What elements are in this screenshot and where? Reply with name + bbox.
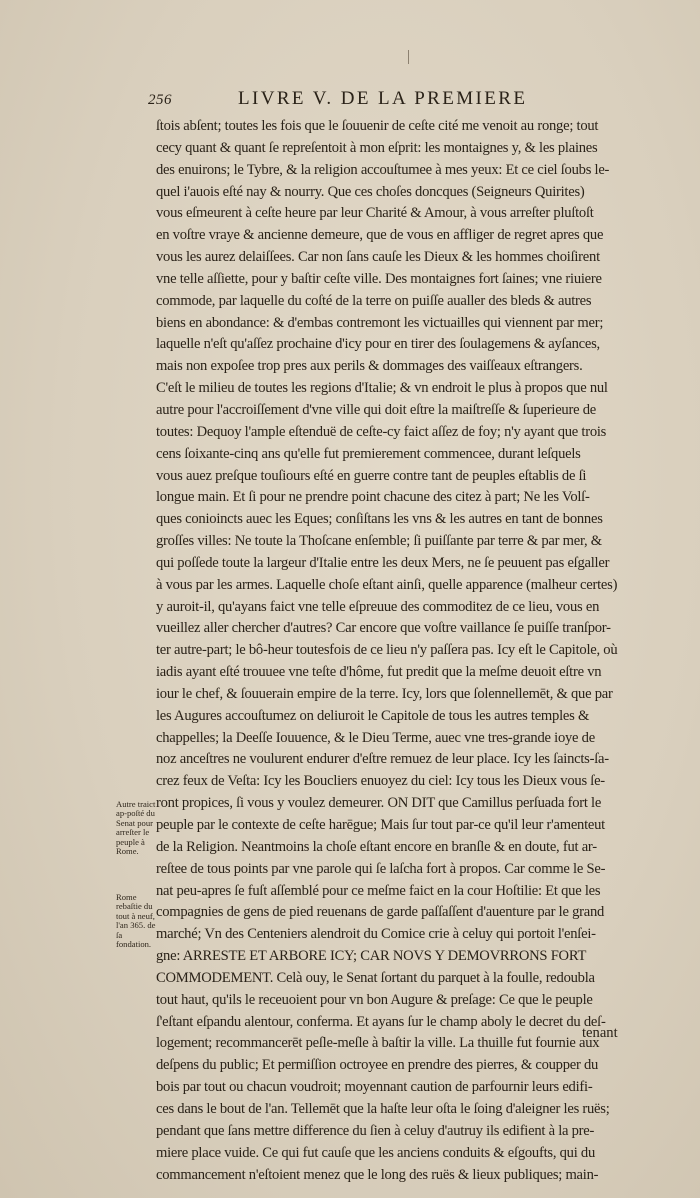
text-line: ſtois abſent; toutes les fois que le ſouuenir de ceſte cité me venoit au ronge; tout xyxy=(156,118,599,134)
text-line: peuple par le contexte de ceſte harēgue; Mais ſur tout par-ce qu'il leur r'amenteut xyxy=(156,817,605,833)
gutter-mark xyxy=(408,50,409,64)
text-line: pendant que ſans mettre difference du ſien à celuy d'autruy ils edifient à la pre- xyxy=(156,1122,595,1139)
text-line: ter autre-part; le bô-heur toutesfois de ce lieu n'y paſſera pas. Icy eſt le Capitole, où xyxy=(156,642,618,659)
text-line: longue main. Et ſi pour ne prendre point chacune des citez à part; Ne les Volſ- xyxy=(156,489,590,506)
text-line: vne telle aſſiette, pour y baſtir ceſte ville. Des montaignes fort ſaines; vne riuiere xyxy=(156,270,602,287)
text-line: les Augures accouſtumez on deliuroit le Capitole de tous les autres temples & xyxy=(156,707,590,724)
text-line: qui poſſede toute la largeur d'Italie entre les deux Mers, ne ſe peuuent pas eſgaller xyxy=(156,554,610,571)
text-line: bois par tout ou chacun voudroit; moyennant caution de parfournir leurs edifi- xyxy=(156,1079,593,1096)
text-line: gne: ARRESTE ET ARBORE ICY; CAR NOVS Y DEMOVRRONS FORT xyxy=(156,948,587,965)
text-line: vous auez preſque touſiours eſté en guerre contre tant de peuples eſtablis de ſi xyxy=(156,467,587,484)
text-line: COMMODEMENT. Celà ouy, le Senat ſortant du parquet à la foulle, redoubla xyxy=(156,969,595,986)
text-line: iour le chef, & ſouuerain empire de la terre. Icy, lors que ſolennellemēt, & que par xyxy=(156,685,613,702)
text-line: deſpens du public; Et permiſſion octroyee en prendre des pierres, & coupper du xyxy=(156,1057,599,1074)
page-number: 256 xyxy=(148,92,172,108)
text-line: de la Religion. Neantmoins la choſe eſtant encore en branſle & en doute, fut ar- xyxy=(156,838,597,855)
body-text xyxy=(156,116,626,1186)
text-line: vueillez aller chercher d'autres? Car encore que voſtre vaillance ſe puiſſe tranſpor- xyxy=(156,620,611,637)
text-line: vous les aurez delaiſſees. Car non ſans cauſe les Dieux & les hommes choiſirent xyxy=(156,249,600,266)
text-line: chappelles; la Deeſſe Iouuence, & le Dieu Terme, auec vne tres-grande ioye de xyxy=(156,729,595,746)
catchword: tenant xyxy=(582,1025,618,1041)
text-line: ront propices, ſi vous y voulez demeurer. ON DIT que Camillus perſuada fort le xyxy=(156,795,602,812)
text-line: vous eſmeurent à ceſte heure par leur Charité & Amour, à vous arreſter pluſtoſt xyxy=(156,205,594,222)
text-line: miere place vuide. Ce qui fut cauſe que les anciens conduits & eſgoufts, qui du xyxy=(156,1144,596,1161)
text-line: commancement n'eſtoient menez que le long des ruës & lieux publiques; main- xyxy=(156,1166,599,1183)
text-line: cecy quant & quant ſe repreſentoit à mon eſprit: les montaignes y, & les plaines xyxy=(156,139,598,156)
text-line: laquelle n'eſt qu'aſſez prochaine d'icy pour en tirer des ſoulagemens & ayſances, xyxy=(156,336,600,353)
text-line: en voſtre vraye & ancienne demeure, que de vous en affliger de regret apres que xyxy=(156,227,604,244)
text-line: des enuirons; le Tybre, & la religion accouſtumee à mes yeux: Et ce ciel ſoubs le- xyxy=(156,161,610,178)
text-line: mais non expoſee trop pres aux perils & dommages des vaiſſeaux eſtrangers. xyxy=(156,358,583,375)
text-line: toutes: Dequoy l'ample eſtenduë de ceſte-cy faict aſſez de foy; n'y ayant que trois xyxy=(156,423,607,440)
text-line: groſſes villes: Ne toute la Thoſcane enſemble; ſi puiſſante par terre & par mer, & xyxy=(156,533,602,550)
text-line: ques conioincts auec les Eques; conſiſtans les vns & les autres en tant de bonnes xyxy=(156,511,603,528)
text-line: ſ'eſtant eſpandu alentour, conferma. Et ayans ſur le champ aboly le decret du deſ- xyxy=(156,1013,606,1030)
margin-note: Rome rebaſtie du tout à neuf, l'an 365. de ſa fondation. xyxy=(116,892,156,950)
text-line: cens ſoixante-cinq ans qu'elle fut premierement commencee, durant leſquels xyxy=(156,445,581,462)
text-line: noz anceſtres ne voulurent endurer d'eſtre remuez de leur place. Icy les ſaincts-ſa- xyxy=(156,751,609,768)
text-line: nat peu-apres ſe fuſt aſſemblé pour ce meſme faict en la cour Hoſtilie: Et que les xyxy=(156,882,601,899)
text-line: quel i'auois eſté nay & nourry. Que ces choſes doncques (Seigneurs Quirites) xyxy=(156,183,585,200)
text-line: tout haut, qu'ils le receuoient pour vn bon Augure & preſage: Ce que le peuple xyxy=(156,991,593,1008)
text-line: autre pour l'accroiſſement d'vne ville qui doit eſtre la maiſtreſſe & ſuperieure de xyxy=(156,401,596,418)
margin-note: Autre traict ap-poſté du Senat pour arreſter le peuple à Rome. xyxy=(116,799,156,857)
text-line: y auroit-il, qu'ayans faict vne telle eſpreuue des commoditez de ce lieu, vous en xyxy=(156,598,600,615)
text-line: reſtee de tous points par vne parole qui ſe laſcha fort à propos. Car comme le Se- xyxy=(156,860,606,877)
text-line: iadis ayant eſté trouuee vne teſte d'hôme, fut predit que la meſme deuoit eſtre vn xyxy=(156,664,602,681)
text-line: crez feux de Veſta: Icy les Boucliers enuoyez du ciel: Icy tous les Dieux vous ſe- xyxy=(156,773,605,790)
page-header xyxy=(0,88,700,112)
text-line: ces dans le bout de l'an. Tellemēt que la haſte leur oſta le ſoing d'aleigner les ruës; xyxy=(156,1100,610,1117)
text-line: logement; recommancerēt peſle-meſle à baſtir la ville. La thuille fut fournie aux xyxy=(156,1035,600,1052)
text-line: commode, par laquelle du coſté de la terre on puiſſe aualler des bleds & autres xyxy=(156,292,592,309)
text-line: biens en abondance: & d'embas contremont les victuailles qui viennent par mer; xyxy=(156,314,604,331)
text-line: compagnies de gens de pied reuenans de garde paſſaſſent d'auenture par le grand xyxy=(156,904,605,921)
text-line: marché; Vn des Centeniers alendroit du Comice crie à celuy qui portoit l'enſei- xyxy=(156,926,596,943)
running-head: LIVRE V. DE LA PREMIERE xyxy=(238,88,528,109)
text-line: à vous par les armes. Laquelle choſe eſtant ainſi, quelle apparence (malheur certes) xyxy=(156,576,618,593)
text-line: C'eſt le milieu de toutes les regions d'Italie; & vn endroit le plus à propos que nul xyxy=(156,380,608,397)
